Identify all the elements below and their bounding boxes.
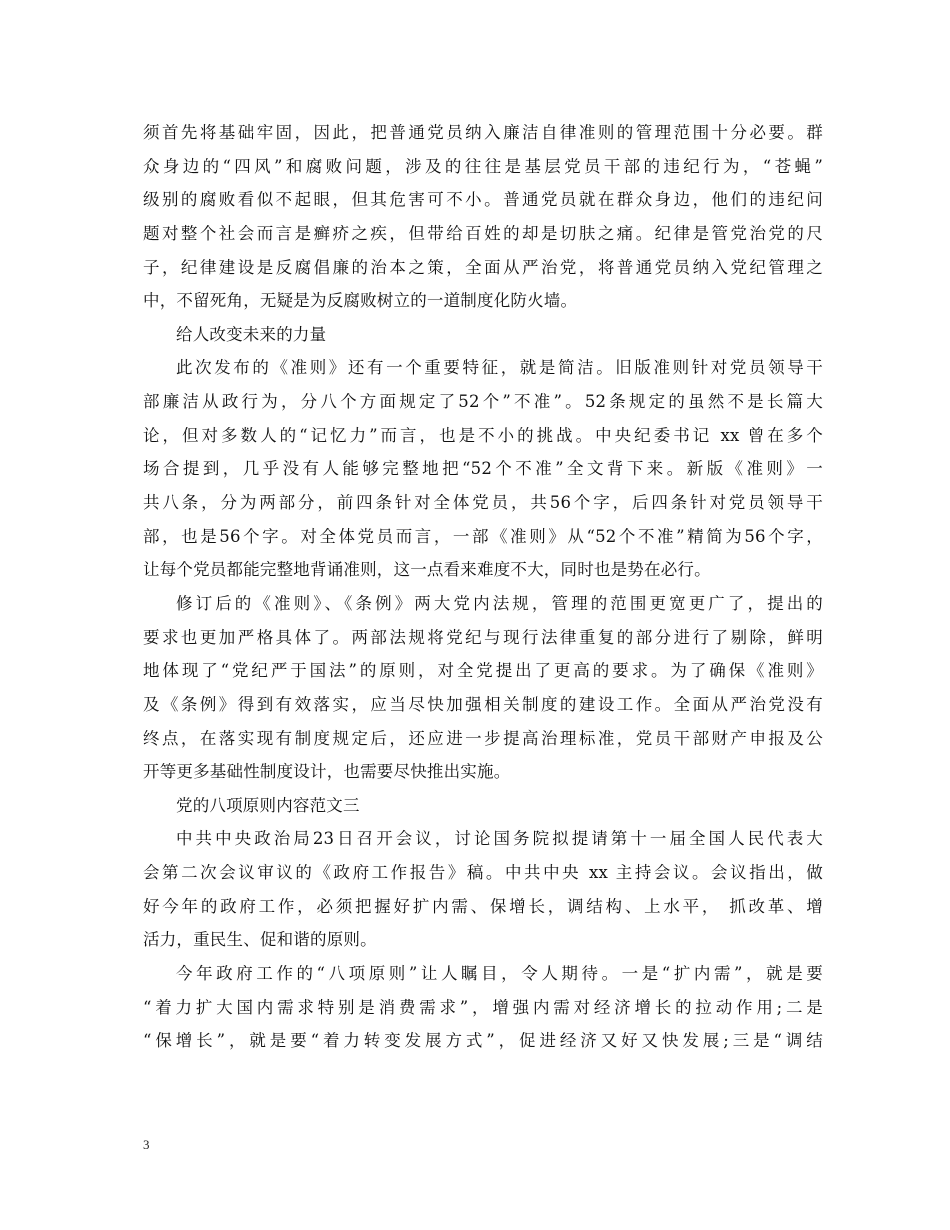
text-line: 地体现了“党纪严于国法”的原则，对全党提出了更高的要求。为了确保《准则》 bbox=[143, 661, 823, 681]
text-line: 部廉洁从政行为，分八个方面规定了52个”不准”。52条规定的虽然不是长篇大 bbox=[143, 392, 823, 412]
text-line: 子，纪律建设是反腐倡廉的治本之策，全面从严治党，将普通党员纳入党纪管理之 bbox=[143, 257, 823, 277]
text-line: 共八条，分为两部分，前四条针对全体党员，共56个字，后四条针对党员领导干 bbox=[143, 493, 823, 513]
page-number: 3 bbox=[143, 1137, 150, 1152]
text-line: 中，不留死角，无疑是为反腐败树立的一道制度化防火墙。 bbox=[143, 291, 578, 311]
text-line: 众身边的“四风”和腐败问题，涉及的往往是基层党员干部的违纪行为，“苍蝇” bbox=[143, 156, 823, 176]
text-line: 要求也更加严格具体了。两部法规将党纪与现行法律重复的部分进行了剔除，鲜明 bbox=[143, 627, 823, 647]
text-line: 开等更多基础性制度设计，也需要尽快推出实施。 bbox=[143, 762, 511, 782]
text-line: “保增长”，就是要“着力转变发展方式”，促进经济又好又快发展;三是“调结 bbox=[143, 1031, 823, 1051]
text-line: 级别的腐败看似不起眼，但其危害可不小。普通党员就在群众身边，他们的违纪问 bbox=[143, 190, 823, 210]
section-heading: 党的八项原则内容范文三 bbox=[176, 795, 360, 815]
text-line: 及《条例》得到有效落实，应当尽快加强相关制度的建设工作。全面从严治党没有 bbox=[143, 694, 823, 714]
text-line: “着力扩大国内需求特别是消费需求”，增强内需对经济增长的拉动作用;二是 bbox=[143, 997, 823, 1017]
text-line: 论，但对多数人的“记忆力”而言，也是不小的挑战。中央纪委书记 xx 曾在多个 bbox=[143, 425, 823, 445]
text-line: 场合提到，几乎没有人能够完整地把“52个不准”全文背下来。新版《准则》一 bbox=[143, 459, 823, 479]
text-line: 活力，重民生、促和谐的原则。 bbox=[143, 930, 377, 950]
body-text bbox=[143, 116, 823, 1058]
text-line: 让每个党员都能完整地背诵准则，这一点看来难度不大，同时也是势在必行。 bbox=[143, 560, 711, 580]
text-line: 题对整个社会而言是癣疥之疾，但带给百姓的却是切肤之痛。纪律是管党治党的尺 bbox=[143, 223, 823, 243]
text-line: 好今年的政府工作，必须把握好扩内需、保增长，调结构、上水平， 抓改革、增 bbox=[143, 896, 823, 916]
text-line: 部，也是56个字。对全体党员而言，一部《准则》从“52个不准”精简为56个字， bbox=[143, 526, 823, 546]
text-line: 今年政府工作的“八项原则”让人瞩目，令人期待。一是“扩内需”，就是要 bbox=[176, 964, 823, 984]
text-line: 终点，在落实现有制度规定后，还应进一步提高治理标准，党员干部财产申报及公 bbox=[143, 728, 823, 748]
text-line: 此次发布的《准则》还有一个重要特征，就是简洁。旧版准则针对党员领导干 bbox=[176, 358, 823, 378]
text-line: 须首先将基础牢固，因此，把普通党员纳入廉洁自律准则的管理范围十分必要。群 bbox=[143, 123, 823, 142]
text-line: 会第二次会议审议的《政府工作报告》稿。中共中央 xx 主持会议。会议指出，做 bbox=[143, 863, 823, 883]
section-heading: 给人改变未来的力量 bbox=[176, 324, 327, 344]
text-line: 修订后的《准则》、《条例》两大党内法规，管理的范围更宽更广了，提出的 bbox=[176, 593, 823, 613]
text-line: 中共中央政治局23日召开会议，讨论国务院拟提请第十一届全国人民代表大 bbox=[176, 829, 823, 849]
